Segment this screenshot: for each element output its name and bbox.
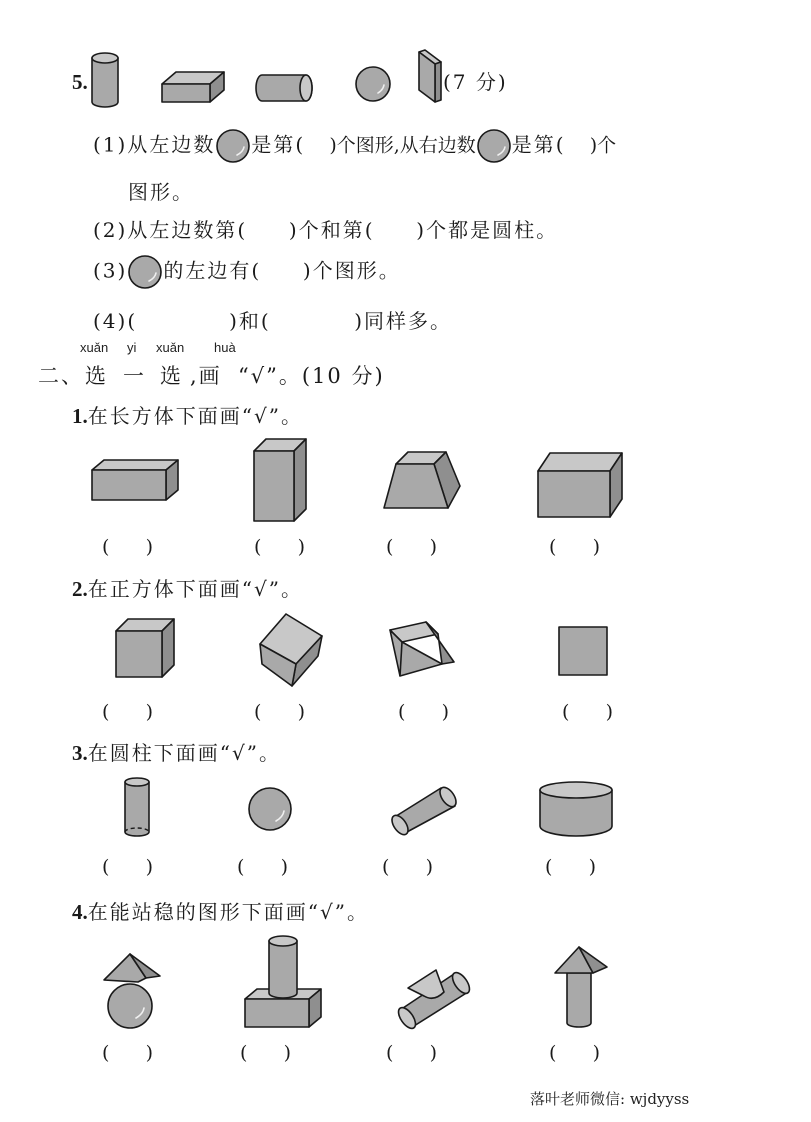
cylinder-with-prism-icon — [394, 962, 474, 1030]
answer-paren[interactable]: ( ) — [386, 1042, 438, 1064]
section2-char-3: 选 — [160, 364, 183, 388]
answer-paren[interactable]: ( ) — [254, 701, 306, 723]
section2-char-2: 一 — [123, 364, 146, 388]
section2-prefix: 二、 — [38, 364, 84, 388]
q5-sub2: (2)从左边数第( )个和第( )个都是圆柱。 — [93, 218, 559, 242]
q5-sub4: (4)( )和( )同样多。 — [93, 309, 453, 333]
pinyin-3: xuǎn — [156, 340, 185, 355]
cuboid-icon — [417, 48, 443, 104]
cylinder-icon — [122, 776, 152, 840]
item-1-heading — [72, 400, 303, 429]
cylinder-on-cuboid-icon — [243, 933, 323, 1029]
q5-sub3-a: (3) — [93, 258, 128, 283]
cube-icon — [258, 612, 324, 688]
answer-paren[interactable]: ( ) — [545, 856, 597, 878]
pinyin-4: huà — [214, 340, 236, 355]
frustum-icon — [382, 450, 462, 510]
sphere-icon — [476, 128, 512, 164]
answer-paren[interactable]: ( ) — [102, 856, 154, 878]
cube-icon — [114, 617, 176, 679]
item-3-number: 3. — [72, 741, 88, 765]
item-2-text: 在正方体下面画“√”。 — [87, 577, 303, 601]
sphere-icon — [215, 128, 251, 164]
section2-char-4: ,画 — [190, 364, 222, 388]
answer-paren[interactable]: ( ) — [382, 856, 434, 878]
answer-paren[interactable]: ( ) — [102, 1042, 154, 1064]
q5-sub1-f: 图形。 — [128, 180, 194, 204]
q5-sub3-b: 的左边有( )个图形。 — [163, 258, 401, 283]
pinyin-2: yi — [127, 340, 137, 355]
sphere-icon — [354, 65, 392, 103]
answer-paren[interactable]: ( ) — [386, 536, 438, 558]
item-4-heading — [72, 896, 369, 925]
q5-sub1-c: )个图形,从右边数 — [305, 134, 476, 157]
q5-score: (7 分) — [443, 70, 508, 94]
cylinder-icon — [254, 72, 314, 104]
cylinder-icon — [389, 782, 459, 834]
q5-sub1-line — [93, 128, 616, 164]
section2-char-1: 选 — [85, 364, 108, 388]
q5-sub1-a: (1)从左边数 — [93, 132, 216, 157]
q5-sub1-d: 是第( — [511, 132, 566, 157]
item-3-text: 在圆柱下面画“√”。 — [87, 741, 281, 765]
sphere-icon — [127, 254, 163, 290]
q5-sub1-b: 是第( — [251, 132, 306, 157]
answer-paren[interactable]: ( ) — [562, 701, 614, 723]
item-1-number: 1. — [72, 404, 88, 428]
pinyin-1: xuǎn — [80, 340, 109, 355]
section2-suffix: “√”。(10 分) — [238, 364, 385, 388]
answer-paren[interactable]: ( ) — [237, 856, 289, 878]
item-2-heading — [72, 573, 303, 602]
answer-paren[interactable]: ( ) — [240, 1042, 292, 1064]
answer-paren[interactable]: ( ) — [102, 701, 154, 723]
sphere-icon — [247, 786, 293, 832]
answer-paren[interactable]: ( ) — [549, 536, 601, 558]
cylinder-icon — [90, 50, 120, 110]
cone-on-cylinder-icon — [553, 943, 609, 1029]
cone-on-sphere-icon — [102, 950, 164, 1030]
cube-icon — [388, 620, 458, 678]
cuboid-icon — [90, 458, 180, 502]
footer-contact: 落叶老师微信: wjdyyss — [530, 1090, 690, 1108]
item-4-text: 在能站稳的图形下面画“√”。 — [87, 900, 369, 924]
answer-paren[interactable]: ( ) — [254, 536, 306, 558]
q5-number: 5. — [72, 70, 88, 94]
cuboid-icon — [252, 437, 308, 523]
item-4-number: 4. — [72, 900, 88, 924]
answer-paren[interactable]: ( ) — [398, 701, 450, 723]
cuboid-icon — [160, 70, 226, 106]
q5-sub3-line — [93, 254, 401, 290]
q5-sub1-e: )个 — [565, 134, 617, 157]
cuboid-icon — [536, 451, 624, 519]
item-3-heading — [72, 737, 281, 766]
cylinder-icon — [538, 780, 614, 838]
answer-paren[interactable]: ( ) — [549, 1042, 601, 1064]
item-1-text: 在长方体下面画“√”。 — [87, 404, 303, 428]
square-icon — [557, 625, 609, 677]
item-2-number: 2. — [72, 577, 88, 601]
answer-paren[interactable]: ( ) — [102, 536, 154, 558]
